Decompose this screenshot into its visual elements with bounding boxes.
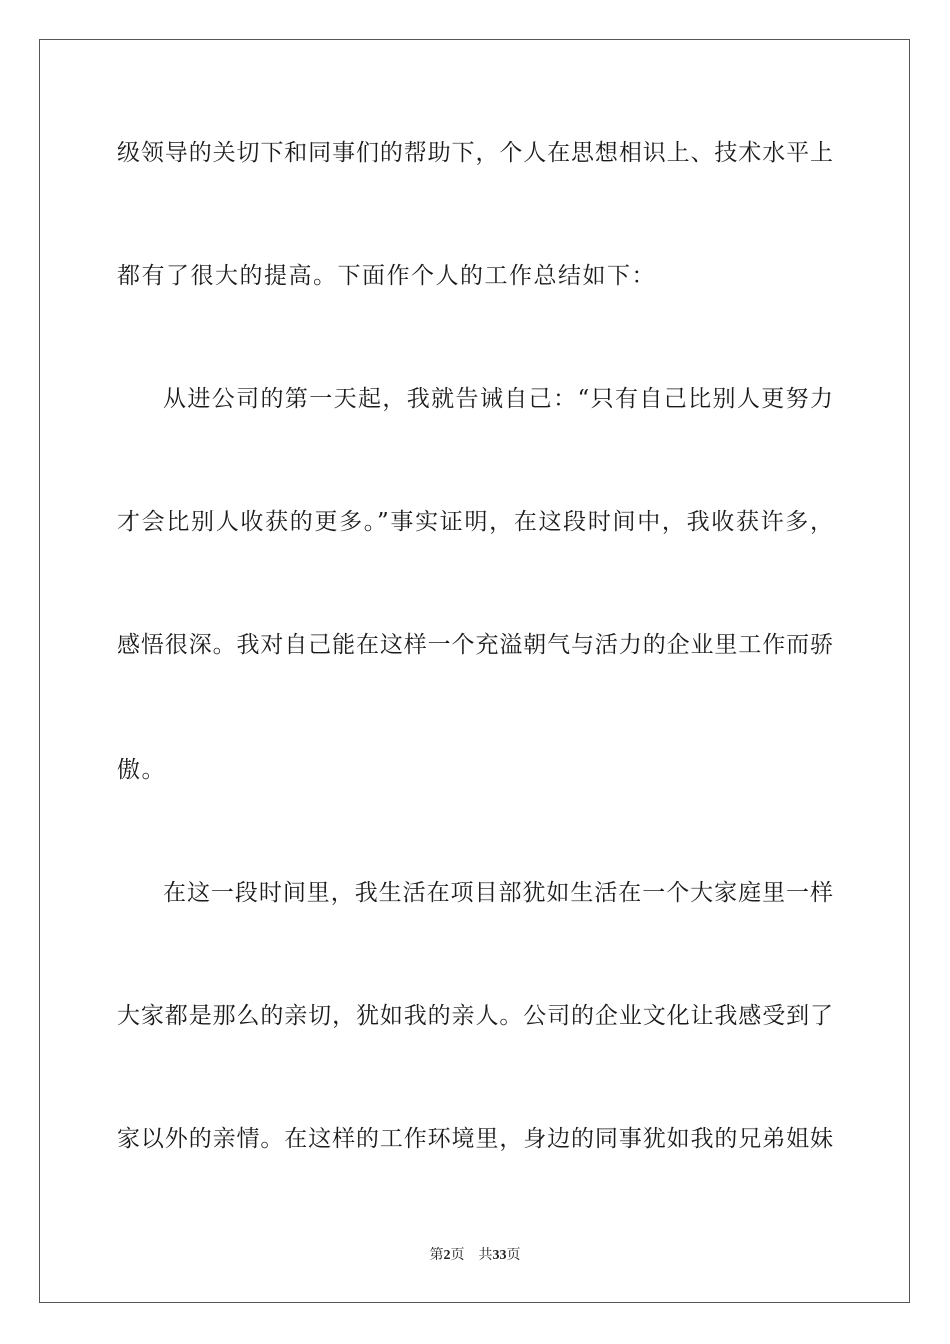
page-frame bbox=[39, 39, 910, 1303]
text-line-4: 才会比别人收获的更多。”事实证明，在这段时间中，我收获许多， bbox=[117, 509, 833, 535]
text-line-5: 感悟很深。我对自己能在这样一个充溢朝气与活力的企业里工作而骄 bbox=[117, 632, 833, 658]
footer-total-pages: 33 bbox=[492, 1248, 507, 1263]
text-line-7: 在这一段时间里，我生活在项目部犹如生活在一个大家庭里一样 bbox=[163, 880, 833, 906]
text-line-3: 从进公司的第一天起，我就告诫自己：“只有自己比别人更努力 bbox=[163, 386, 833, 412]
text-line-2: 都有了很大的提高。下面作个人的工作总结如下： bbox=[117, 263, 656, 289]
footer-total-prefix: 共 bbox=[478, 1247, 493, 1263]
text-line-9: 家以外的亲情。在这样的工作环境里，身边的同事犹如我的兄弟姐妹 bbox=[117, 1126, 833, 1152]
text-line-6: 傲。 bbox=[117, 757, 166, 783]
text-line-8: 大家都是那么的亲切，犹如我的亲人。公司的企业文化让我感受到了 bbox=[117, 1003, 833, 1029]
page-footer bbox=[0, 1246, 950, 1265]
footer-page-suffix: 页 bbox=[450, 1247, 465, 1263]
footer-page-number: 2 bbox=[443, 1248, 451, 1263]
footer-total-suffix: 页 bbox=[506, 1247, 521, 1263]
text-line-1: 级领导的关切下和同事们的帮助下，个人在思想相识上、技术水平上 bbox=[117, 140, 833, 166]
footer-page-prefix: 第 bbox=[429, 1247, 444, 1263]
